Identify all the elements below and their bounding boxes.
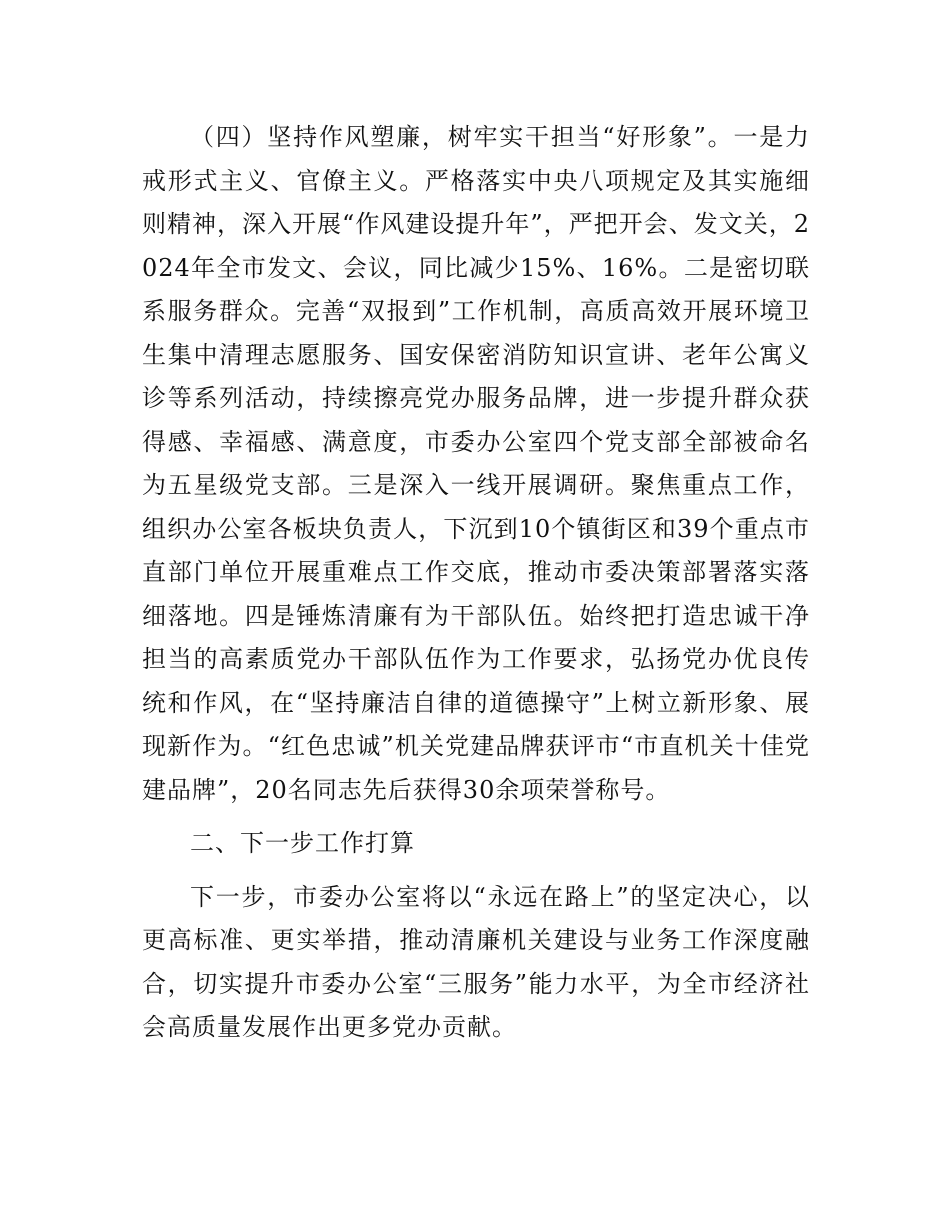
paragraph-work-style: （四）坚持作风塑廉，树牢实干担当“好形象”。一是力戒形式主义、官僚主义。严格落实中央八项规定及其实施细则精神，深入开展“作风建设提升年”，严把开会、发文关，2024年全市发文、会议，同比减少15%、16%。二是密切联系服务群众。完善“双报到”工作机制，高质高效开展环境卫生集中清理志愿服务、国安保密消防知识宣讲、老年公寓义诊等系列活动，持续擦亮党办服务品牌，进一步提升群众获得感、幸福感、满意度，市委办公室四个党支部全部被命名为五星级党支部。三是深入一线开展调研。聚焦重点工作，组织办公室各板块负责人，下沉到10个镇街区和39个重点市直部门单位开展重难点工作交底，推动市委决策部署落实落细落地。四是锤炼清廉有为干部队伍。始终把打造忠诚干净担当的高素质党办干部队伍作为工作要求，弘扬党办优良传统和作风，在“坚持廉洁自律的道德操守”上树立新形象、展现新作为。“红色忠诚”机关党建品牌获评市“市直机关十佳党建品牌”，20名同志先后获得30余项荣誉称号。	[142, 123, 810, 804]
section-heading-next-steps: 二、下一步工作打算	[190, 829, 415, 857]
document-body	[142, 116, 810, 1050]
paragraph-next-steps: 下一步，市委办公室将以“永远在路上”的坚定决心，以更高标准、更实举措，推动清廉机关建设与业务工作深度融合，切实提升市委办公室“三服务”能力水平，为全市经济社会高质量发展作出更多党办贡献。	[142, 882, 810, 1041]
